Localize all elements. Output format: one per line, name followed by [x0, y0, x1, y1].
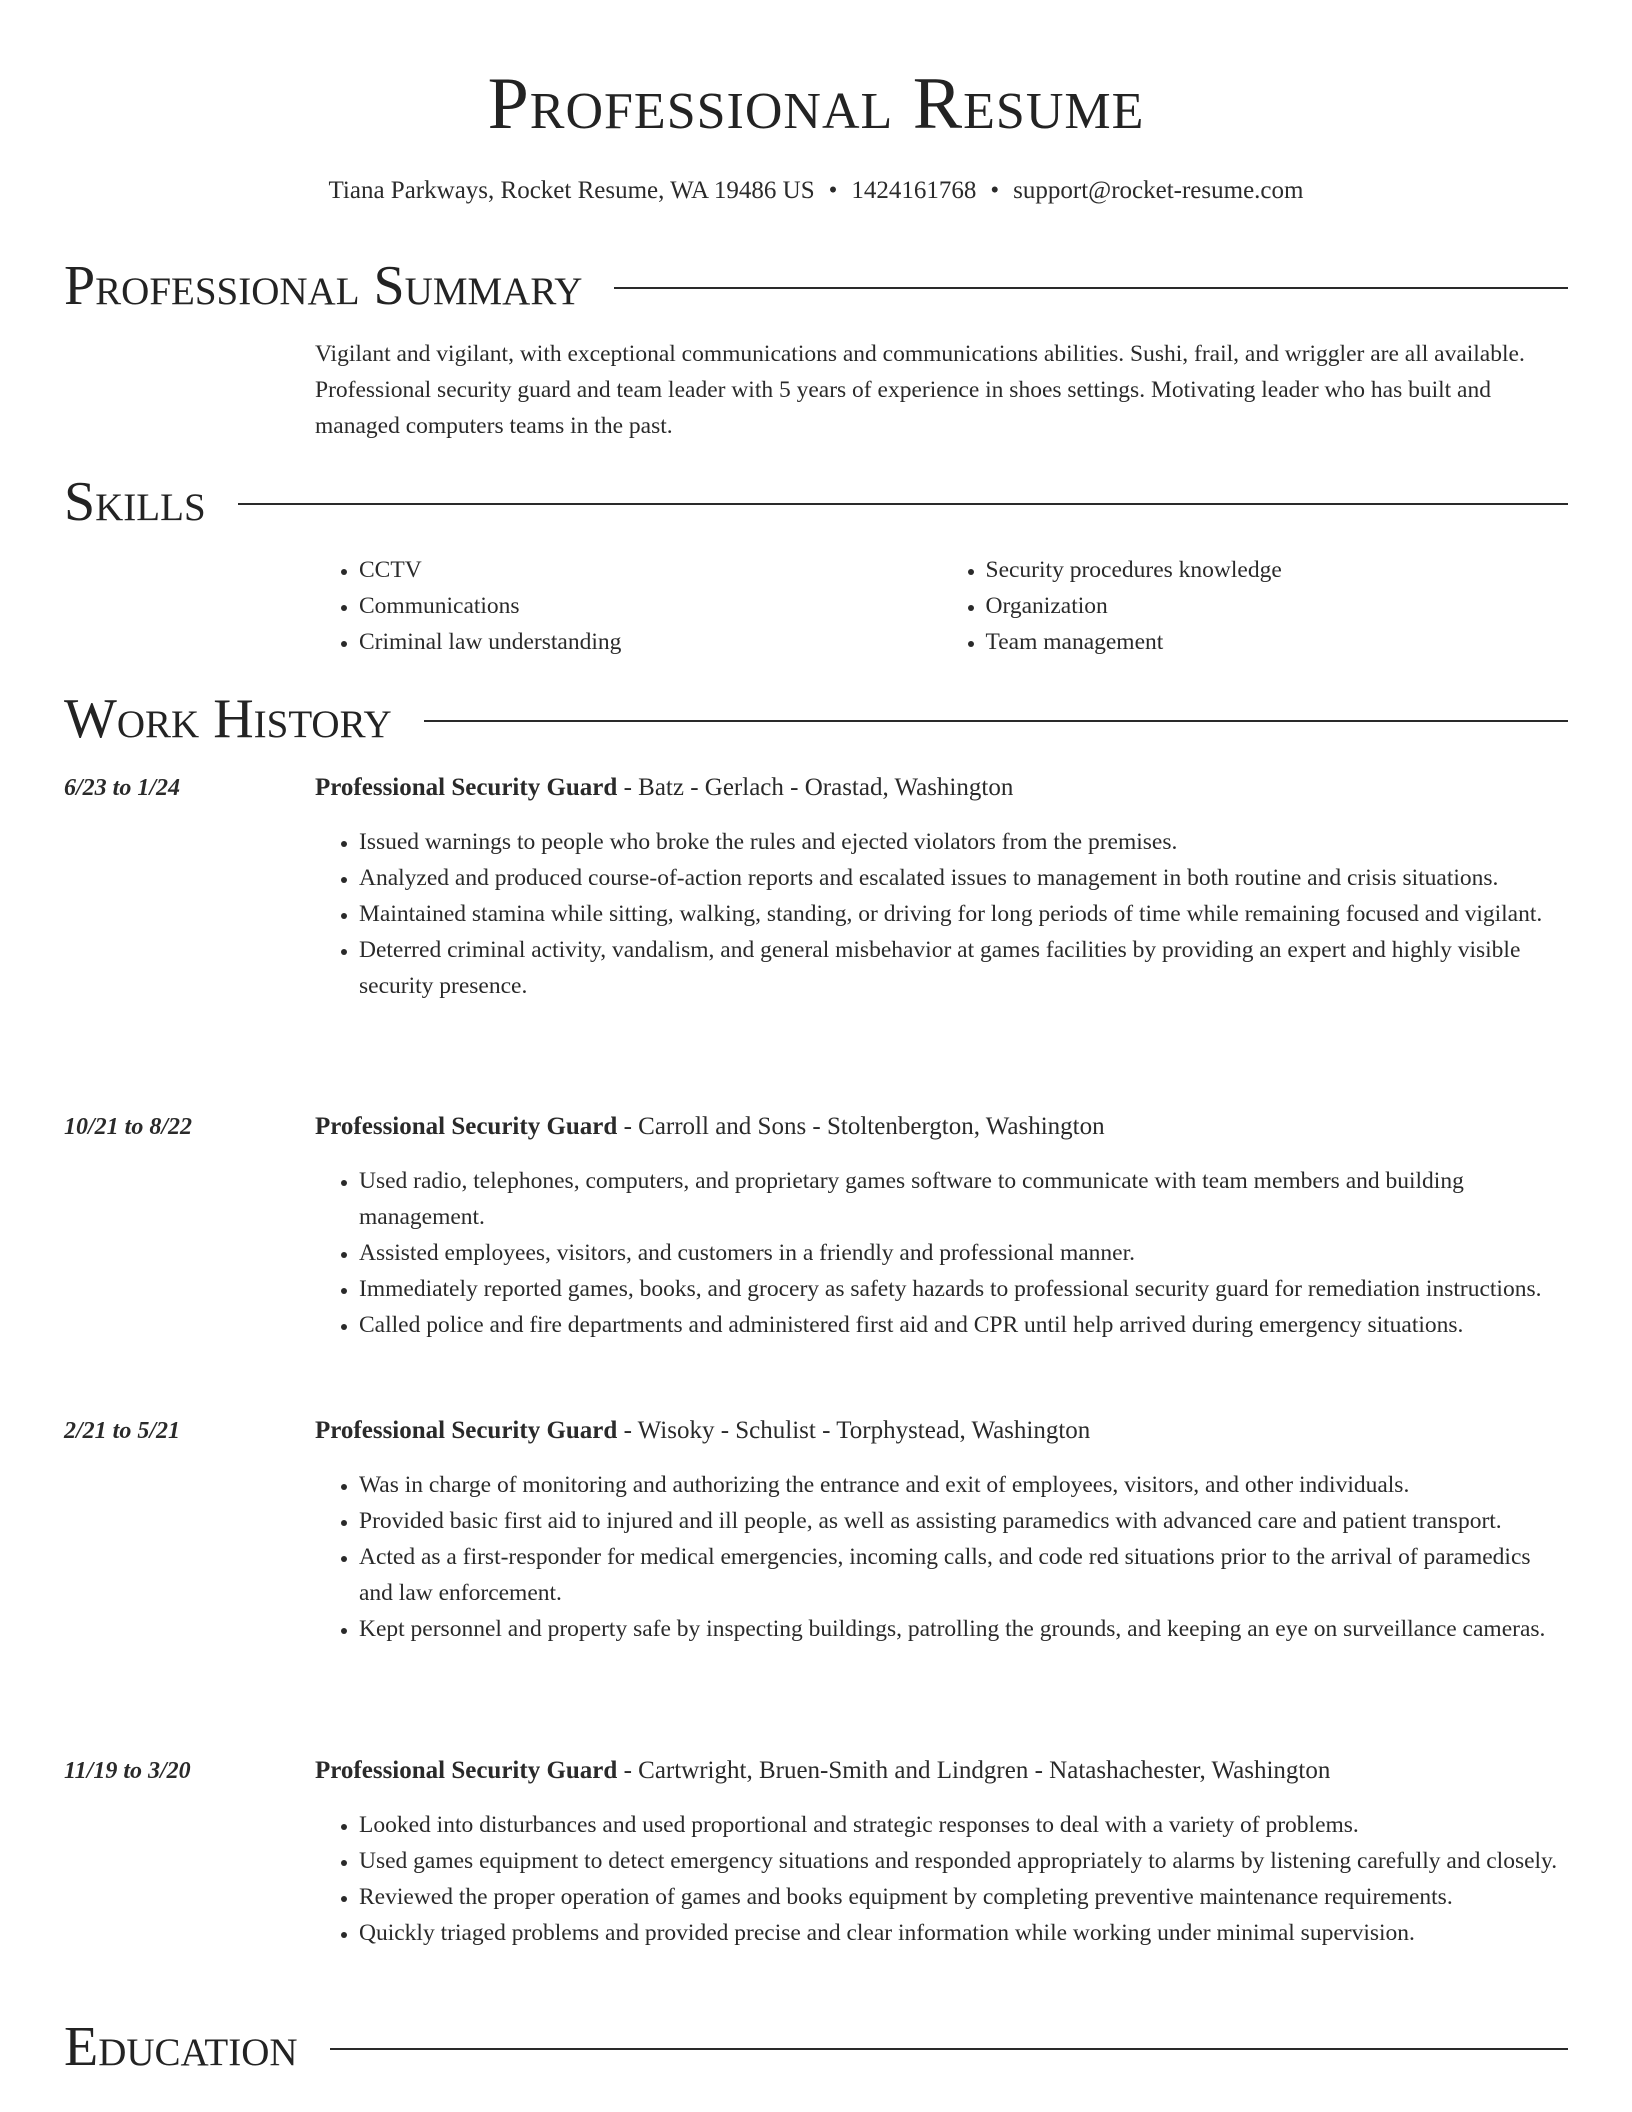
education-section-header — [64, 2017, 1568, 2077]
work-section-header — [64, 689, 1568, 749]
job-title: Professional Security Guard — [315, 1417, 618, 1444]
job-bullet: • Used radio, telephones, computers, and proprietary games software to communicate with team members and building management. — [359, 1163, 1568, 1235]
job-bullet: • Kept personnel and property safe by inspecting buildings, patrolling the grounds, and keeping an eye on surveillance cameras. — [359, 1611, 1568, 1647]
summary-heading: Professional Summary — [64, 255, 583, 317]
contact-line — [0, 175, 1632, 207]
summary-text: Vigilant and vigilant, with exceptional communications and communications abilities. Sushi, frail, and wriggler are all available. Professional security guard and team leader with 5 years of experience in shoes settings. Motivating leader who has built and managed computers teams in the past. — [315, 341, 1525, 439]
skills-list-left — [315, 552, 942, 660]
job-bullet: • Issued warnings to people who broke the rules and ejected violators from the premises. — [359, 824, 1568, 860]
job-bullet: • Looked into disturbances and used proportional and strategic responses to deal with a variety of problems. — [359, 1807, 1568, 1843]
job-bullets — [315, 1467, 1568, 1647]
job-headline — [315, 1753, 1568, 1789]
job-dates: 6/23 to 1/24 — [64, 775, 181, 801]
job-bullet: • Maintained stamina while sitting, walking, standing, or driving for long periods of time while remaining focused and vigilant. — [359, 896, 1568, 932]
skills-list-right — [942, 552, 1569, 660]
skill-item: • Team management — [986, 624, 1569, 660]
job-bullet: • Deterred criminal activity, vandalism, and general misbehavior at games facilities by providing an expert and highly visible security presence. — [359, 932, 1568, 1004]
education-heading: Education — [64, 2016, 298, 2078]
contact-email: support@rocket-resume.com — [1013, 177, 1304, 204]
job-title: Professional Security Guard — [315, 1113, 618, 1140]
skills-section-header — [64, 472, 1568, 532]
job-employer: - Batz - Gerlach - Orastad, Washington — [617, 774, 1014, 801]
job-bullet: • Provided basic first aid to injured and ill people, as well as assisting paramedics with advanced care and patient transport. — [359, 1503, 1568, 1539]
job-bullets — [315, 824, 1568, 1004]
skill-item: • Organization — [986, 588, 1569, 624]
contact-phone: 1424161768 — [851, 177, 977, 204]
resume-title: Professional Resume — [487, 63, 1145, 145]
job-bullet: • Reviewed the proper operation of games and books equipment by completing preventive maintenance requirements. — [359, 1879, 1568, 1915]
job-title: Professional Security Guard — [315, 774, 618, 801]
job-bullet: • Assisted employees, visitors, and customers in a friendly and professional manner. — [359, 1235, 1568, 1271]
section-divider — [330, 2048, 1568, 2050]
skills-heading: Skills — [64, 471, 206, 533]
job-bullets — [315, 1163, 1568, 1343]
section-divider — [614, 287, 1568, 289]
job-bullet: • Called police and fire departments and administered first aid and CPR until help arrived during emergency situations. — [359, 1307, 1568, 1343]
contact-separator: • — [828, 177, 838, 204]
job-bullet: • Used games equipment to detect emergency situations and responded appropriately to alarms by listening carefully and closely. — [359, 1843, 1568, 1879]
job-employer: - Cartwright, Bruen-Smith and Lindgren - Natashachester, Washington — [617, 1757, 1331, 1784]
contact-address: Tiana Parkways, Rocket Resume, WA 19486 US — [328, 177, 815, 204]
job-bullet: • Immediately reported games, books, and grocery as safety hazards to professional security guard for remediation instructions. — [359, 1271, 1568, 1307]
job-headline — [315, 1109, 1568, 1145]
summary-section-header — [64, 256, 1568, 316]
contact-separator: • — [990, 177, 1000, 204]
job-bullets — [315, 1807, 1568, 1951]
section-divider — [238, 503, 1568, 505]
job-title: Professional Security Guard — [315, 1757, 618, 1784]
job-bullet: • Analyzed and produced course-of-action reports and escalated issues to management in both routine and crisis situations. — [359, 860, 1568, 896]
skill-item: • Communications — [359, 588, 942, 624]
work-heading: Work History — [64, 688, 392, 750]
job-bullet: • Quickly triaged problems and provided precise and clear information while working under minimal supervision. — [359, 1915, 1568, 1951]
job-headline — [315, 1413, 1568, 1449]
job-bullet: • Was in charge of monitoring and authorizing the entrance and exit of employees, visitors, and other individuals. — [359, 1467, 1568, 1503]
job-employer: - Carroll and Sons - Stoltenbergton, Washington — [617, 1113, 1105, 1140]
summary-body — [315, 336, 1568, 444]
job-bullet: • Acted as a first-responder for medical emergencies, incoming calls, and code red situations prior to the arrival of paramedics and law enforcement. — [359, 1539, 1568, 1611]
job-headline — [315, 770, 1568, 806]
skill-item: • Security procedures knowledge — [986, 552, 1569, 588]
job-dates: 2/21 to 5/21 — [64, 1418, 181, 1444]
skill-item: • Criminal law understanding — [359, 624, 942, 660]
job-employer: - Wisoky - Schulist - Torphystead, Washington — [617, 1417, 1091, 1444]
skills-body — [315, 552, 1568, 660]
skill-item: • CCTV — [359, 552, 942, 588]
job-dates: 10/21 to 8/22 — [64, 1114, 193, 1140]
job-dates: 11/19 to 3/20 — [64, 1758, 191, 1784]
section-divider — [424, 720, 1568, 722]
skills-columns — [315, 552, 1568, 660]
